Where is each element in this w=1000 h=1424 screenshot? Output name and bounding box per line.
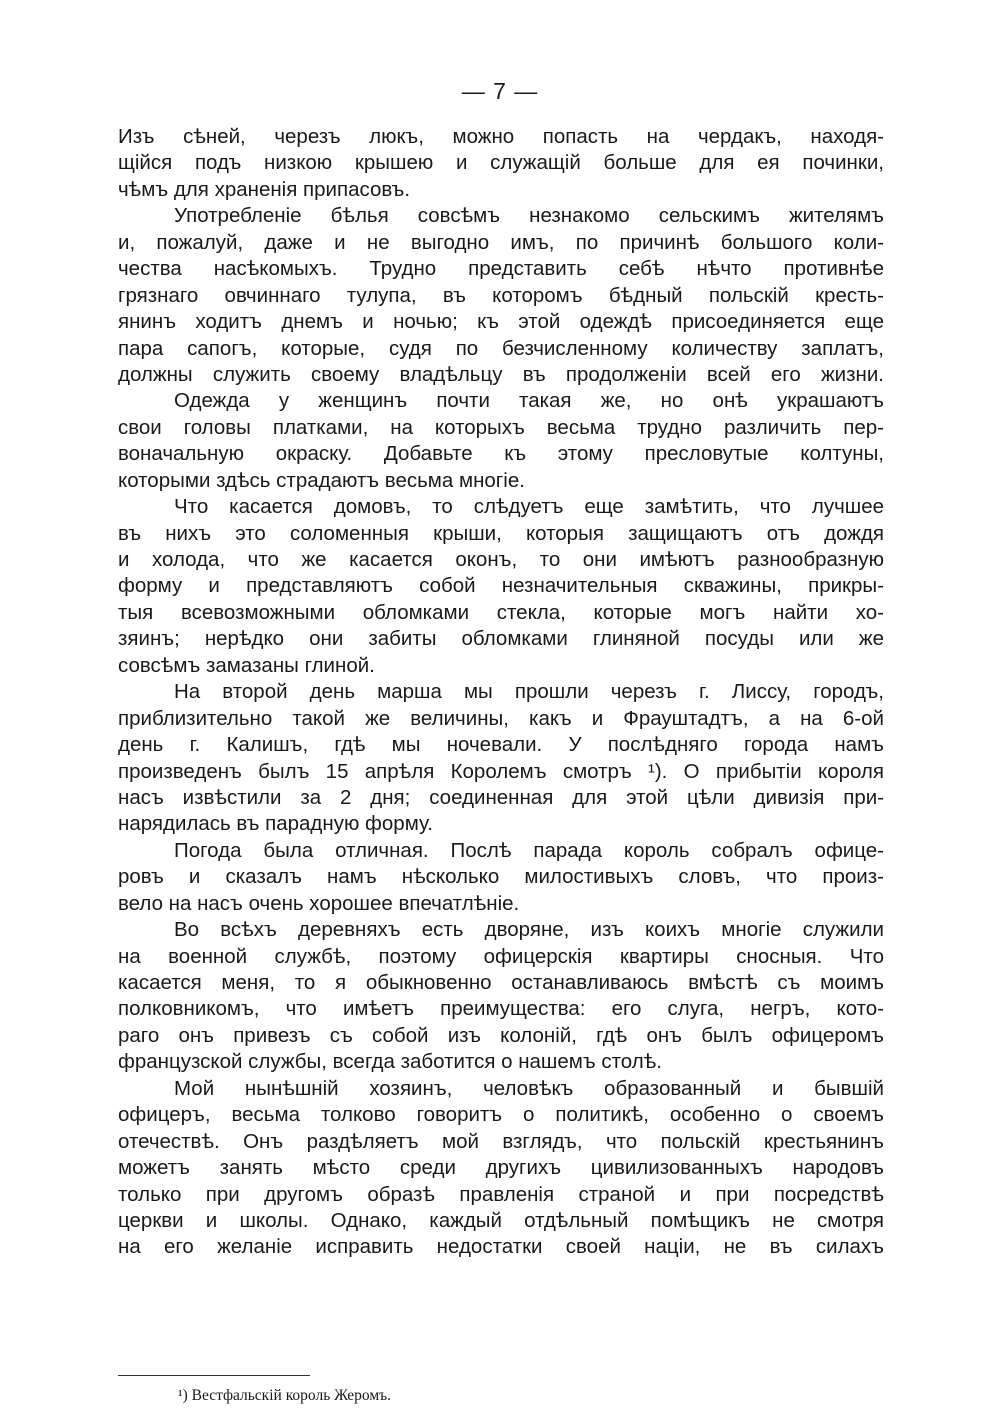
- text-line: офицеръ, весьма толково говоритъ о политикѣ, особенно о своемъ: [118, 1103, 884, 1127]
- text-line: на его желаніе исправить недостатки своей націи, не въ силахъ: [118, 1235, 884, 1259]
- text-line: Во всѣхъ деревняхъ есть дворяне, изъ коихъ многіе служили: [174, 918, 884, 942]
- text-line: зяинъ; нерѣдко они забиты обломками глиняной посуды или же: [118, 627, 884, 651]
- body-text: [118, 124, 884, 1261]
- text-line: воначальную окраску. Добавьте къ этому пресловутые колтуны,: [118, 442, 884, 466]
- text-line: можетъ занять мѣсто среди другихъ цивилизованныхъ народовъ: [118, 1156, 884, 1180]
- text-line: нарядилась въ парадную форму.: [118, 812, 433, 836]
- text-line: Изъ сѣней, черезъ люкъ, можно попасть на чердакъ, находя-: [118, 125, 884, 148]
- text-line: приблизительно такой же величины, какъ и Фрауштадтъ, а на 6-ой: [118, 706, 884, 730]
- text-line: вело на насъ очень хорошее впечатлѣніе.: [118, 891, 520, 915]
- text-line: раго онъ привезъ съ собой изъ колоній, гдѣ онъ былъ офицеромъ: [118, 1023, 884, 1047]
- text-line: совсѣмъ замазаны глиной.: [118, 653, 375, 677]
- text-line: тыя всевозможными обломками стекла, которые могъ найти хо-: [118, 600, 884, 624]
- text-line: только при другомъ образѣ правленія страной и при посредствѣ: [118, 1182, 884, 1206]
- text-line: полковникомъ, что имѣетъ преимущества: его слуга, негръ, кото-: [118, 997, 884, 1021]
- text-line: и, пожалуй, даже и не выгодно имъ, по причинѣ большого коли-: [118, 230, 884, 254]
- text-line: грязнаго овчиннаго тулупа, въ которомъ бѣдный польскій кресть-: [118, 283, 884, 307]
- text-line: Мой нынѣшній хозяинъ, человѣкъ образованный и бывшій: [174, 1076, 884, 1100]
- text-line: На второй день марша мы прошли черезъ г. Лиссу, городъ,: [174, 680, 884, 704]
- text-line: свои головы платками, на которыхъ весьма трудно различить пер-: [118, 415, 884, 439]
- text-line: чества насѣкомыхъ. Трудно представить себѣ нѣчто противнѣе: [118, 257, 884, 281]
- text-line: и холода, что же касается оконъ, то они имѣютъ разнообразную: [118, 548, 884, 571]
- page-number: — 7 —: [461, 78, 539, 104]
- text-line: насъ извѣстили за 2 дня; соединенная для этой цѣли дивизія при-: [118, 785, 884, 809]
- text-line: щійся подъ низкою крышею и служащій больше для ея починки,: [118, 151, 884, 175]
- text-line: ровъ и сказалъ намъ нѣсколько милостивыхъ словъ, что произ-: [118, 865, 884, 889]
- text-line: чѣмъ для храненія припасовъ.: [118, 177, 411, 201]
- footnote: ¹) Вестфальскій король Жеромъ.: [178, 1387, 392, 1404]
- text-line: въ нихъ это соломенныя крыши, которыя защищаютъ отъ дождя: [118, 521, 884, 545]
- text-line: янинъ ходитъ днемъ и ночью; къ этой одеждѣ присоединяется еще: [118, 310, 884, 334]
- text-line: Употребленіе бѣлья совсѣмъ незнакомо сельскимъ жителямъ: [174, 204, 884, 228]
- text-line: церкви и школы. Однако, каждый отдѣльный помѣщикъ не смотря: [118, 1208, 884, 1232]
- text-line: Погода была отличная. Послѣ парада король собралъ офице-: [174, 838, 884, 862]
- text-line: должны служить своему владѣльцу въ продолженіи всей его жизни.: [118, 362, 884, 386]
- text-line: французской службы, всегда заботится о нашемъ столѣ.: [118, 1050, 662, 1074]
- text-line: произведенъ былъ 15 апрѣля Королемъ смотръ ¹). О прибытіи короля: [118, 759, 884, 783]
- text-line: день г. Калишъ, гдѣ мы ночевали. У послѣдняго города намъ: [118, 733, 884, 757]
- text-line: пара сапогъ, которые, судя по безчисленному количеству заплатъ,: [118, 336, 884, 360]
- footnote-divider: [118, 1375, 310, 1376]
- text-line: касается меня, то я обыкновенно останавливаюсь вмѣстѣ съ моимъ: [118, 971, 884, 994]
- text-line: Что касается домовъ, то слѣдуетъ еще замѣтить, что лучшее: [174, 495, 884, 519]
- text-line: которыми здѣсь страдаютъ весьма многіе.: [118, 468, 525, 492]
- text-line: отечествѣ. Онъ раздѣляетъ мой взглядъ, что польскій крестьянинъ: [118, 1129, 884, 1153]
- text-line: форму и представляютъ собой незначительныя скважины, прикры-: [118, 574, 884, 598]
- text-line: Одежда у женщинъ почти такая же, но онѣ украшаютъ: [174, 389, 884, 413]
- text-line: на военной службѣ, поэтому офицерскія квартиры сносныя. Что: [118, 944, 884, 968]
